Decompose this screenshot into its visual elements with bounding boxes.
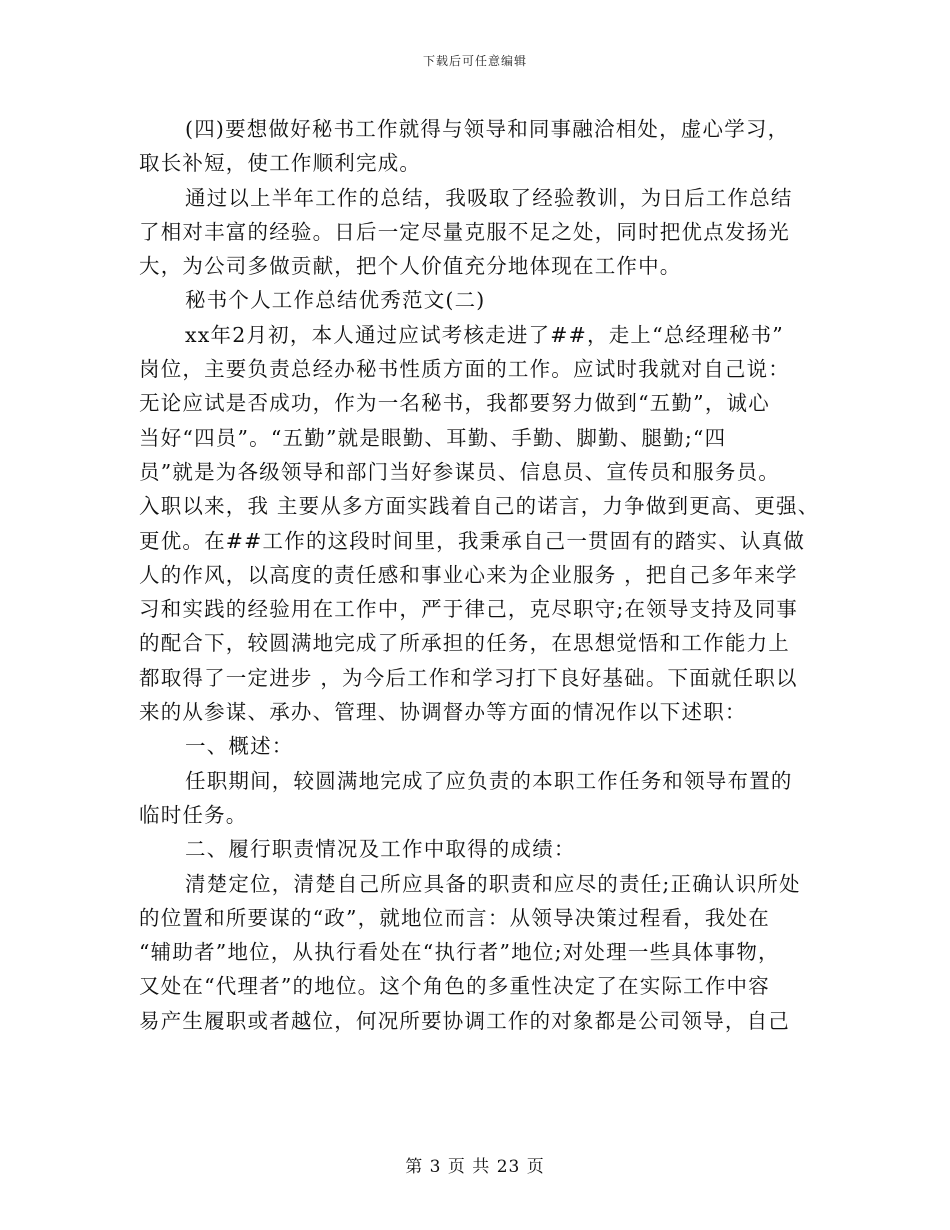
text-line: 更优。在##工作的这段时间里，我秉承自己一贯固有的踏实、认真做 [139,528,806,553]
text-line: 易产生履职或者越位，何况所要协调工作的对象都是公司领导，自己 [139,1008,790,1033]
text-line: 员”就是为各级领导和部门当好参谋员、信息员、宣传员和服务员。 [139,459,780,484]
document-body [139,112,829,1038]
text-line: 习和实践的经验用在工作中，严于律己，克尽职守;在领导支持及同事 [139,597,799,622]
text-line: 当好“四员”。“五勤”就是眼勤、耳勤、手勤、脚勤、腿勤;“四 [139,425,727,450]
text-line: xx年2月初，本人通过应试考核走进了##，走上“总经理秘书” [185,322,784,347]
text-line: 二、履行职责情况及工作中取得的成绩： [185,837,576,862]
text-line: 了相对丰富的经验。日后一定尽量克服不足之处，同时把优点发扬光 [139,219,790,244]
text-line: 清楚定位，清楚自己所应具备的职责和应尽的责任;正确认识所处 [185,871,801,896]
text-line: 入职以来，我 主要从多方面实践着自己的诺言，力争做到更高、更强、 [139,494,820,519]
text-line: (四)要想做好秘书工作就得与领导和同事融洽相处，虚心学习， [185,117,790,141]
text-line: 无论应试是否成功，作为一名秘书，我都要努力做到“五勤”，诚心 [139,391,770,416]
text-line: 来的从参谋、承办、管理、协调督办等方面的情况作以下述职： [139,700,747,725]
text-line: 临时任务。 [139,802,248,827]
text-line: 岗位，主要负责总经办秘书性质方面的工作。应试时我就对自己说： [139,357,790,382]
text-line: 通过以上半年工作的总结，我吸取了经验教训，为日后工作总结 [185,185,793,210]
text-line: “辅助者”地位，从执行看处在“执行者”地位;对处理一些具体事物， [139,940,780,965]
text-line: 大，为公司多做贡献，把个人价值充分地体现在工作中。 [139,254,682,279]
text-line: 又处在“代理者”的地位。这个角色的多重性决定了在实际工作中容 [139,974,770,999]
text-line: 的配合下，较圆满地完成了所承担的任务，在思想觉悟和工作能力上 [139,631,790,656]
text-line: 都取得了一定进步 ，为今后工作和学习打下良好基础。下面就任职以 [139,665,798,690]
text-line: 秘书个人工作总结优秀范文(二) [185,288,486,313]
text-line: 任职期间，较圆满地完成了应负责的本职工作任务和领导布置的 [185,768,793,793]
text-line: 的位置和所要谋的“政”，就地位而言：从领导决策过程看，我处在 [139,905,770,930]
text-line: 人的作风，以高度的责任感和事业心来为企业服务 ，把自己多年来学 [139,562,798,587]
text-line: 取长补短，使工作顺利完成。 [139,151,422,176]
page-footer: 第 3 页 共 23 页 [405,1157,545,1177]
page-header: 下载后可任意编辑 [422,54,527,68]
text-line: 一、概述： [185,734,294,759]
